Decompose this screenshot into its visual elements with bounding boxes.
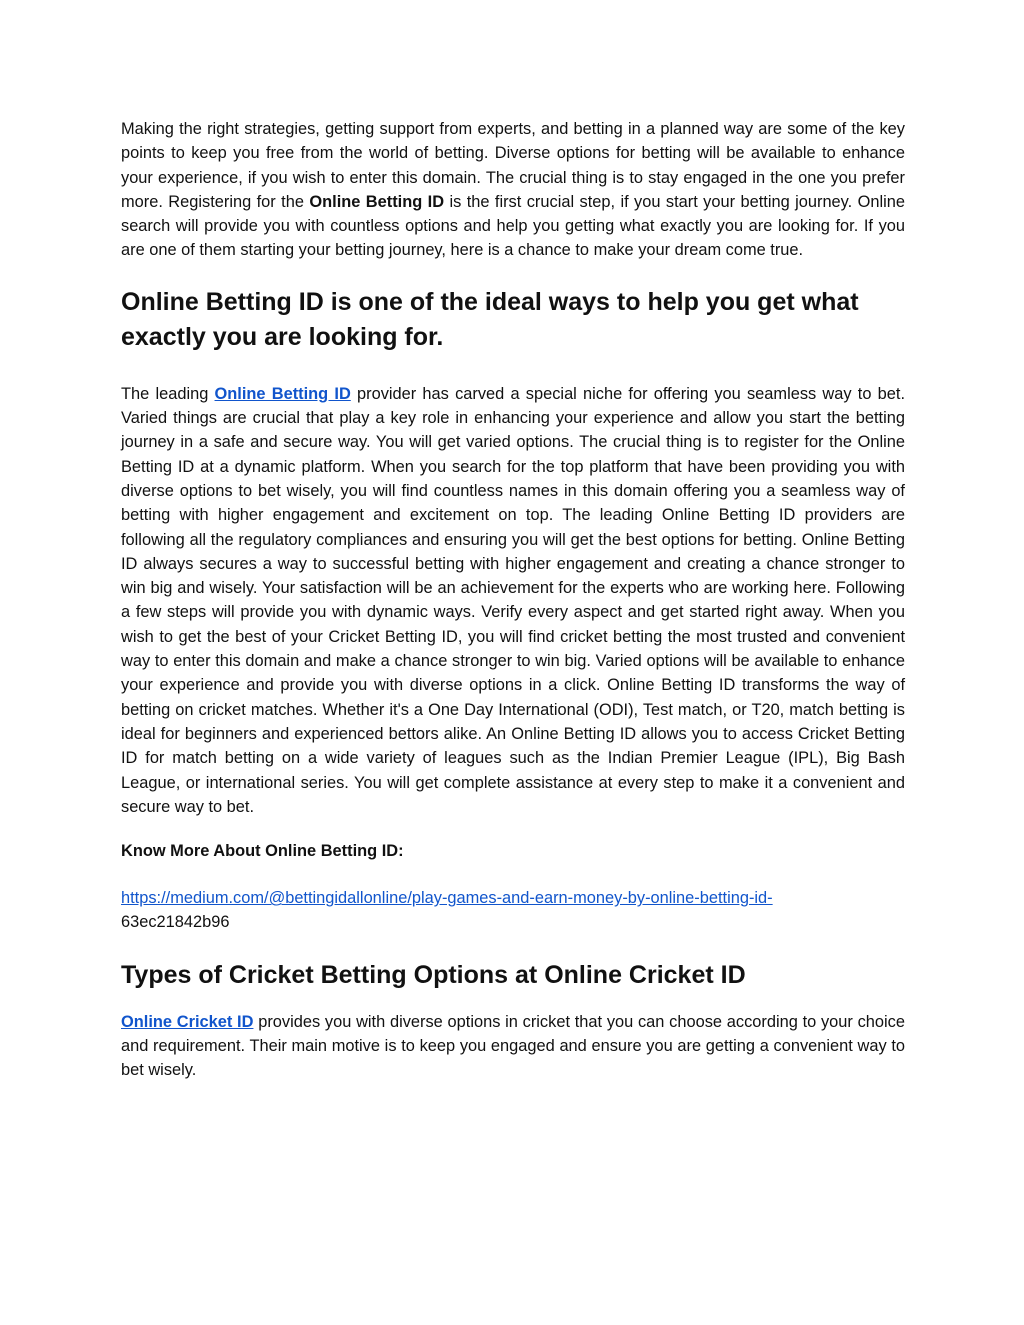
section2-heading: Types of Cricket Betting Options at Online Cricket ID [121,960,746,989]
intro-paragraph [121,117,905,263]
intro-text-part2: is the first crucial step, if you start your betting journey. Online search will provide you with countless options and help you getting what exactly you are looking for. If you are one of them starting your betting journey, here is a chance to make your dream come true. [121,192,905,260]
medium-article-link[interactable]: https://medium.com/@bettingidallonline/play-games-and-earn-money-by-online-betting-id- [121,889,773,908]
intro-text-part1: Making the right strategies, getting support from experts, and betting in a planned way are some of the key points to keep you free from the world of betting. Diverse options for betting will be available to enhance your experience, if you wish to enter this domain. The crucial thing is to stay engaged in the one you prefer more. Registering for the [121,120,905,211]
online-cricket-id-link[interactable]: Online Cricket ID [121,1012,254,1031]
medium-article-url-rest: 63ec21842b96 [121,913,230,932]
section1-heading: Online Betting ID is one of the ideal ways to help you get what exactly you are looking for. [121,287,859,351]
know-more-heading: Know More About Online Betting ID: [121,842,404,861]
online-betting-id-link[interactable]: Online Betting ID [214,384,351,403]
section1-lead-text: The leading [121,384,215,403]
document-page [121,117,905,1083]
section1-paragraph [121,382,905,819]
know-more-url [121,886,905,935]
section1-body-text: provider has carved a special niche for offering you seamless way to bet. Varied things are crucial that play a key role in enhancing your experience and allow you start the betting journey in a safe and secure way. You will get varied options. The crucial thing is to register for the Online Betting ID at a dynamic platform. When you search for the top platform that have been providing you with diverse options to bet wisely, you will find countless names in this domain offering you a seamless way of betting with higher engagement and excitement on top. The leading Online Betting ID providers are following all the regulatory compliances and ensuring you will get the best options for betting. Online Betting ID always secures a way to successful betting with higher engagement and creating a chance stronger to win big and wisely. Your satisfaction will be an achievement for the experts who are working here. Following a few steps will provide you with dynamic ways. Verify every aspect and get started right away. When you wish to get the best of your Cricket Betting ID, you will find cricket betting the most trusted and convenient way to enter this domain and make a chance stronger to win big. Varied options will be available to enhance your experience and provide you with diverse options in a click. Online Betting ID transforms the way of betting on cricket matches. Whether it's a One Day International (ODI), Test match, or T20, match betting is ideal for beginners and experienced bettors alike. An Online Betting ID allows you to access Cricket Betting ID for match betting on a wide variety of leagues such as the Indian Premier League (IPL), Big Bash League, or international series. You will get complete assistance at every step to make it a convenient and secure way to bet. [121,384,905,816]
intro-bold-term: Online Betting ID [309,192,445,211]
section2-paragraph [121,1010,905,1083]
section2-body-text: provides you with diverse options in cricket that you can choose according to your choice and requirement. Their main motive is to keep you engaged and ensure you are getting a convenient way to bet wisely. [121,1012,905,1080]
